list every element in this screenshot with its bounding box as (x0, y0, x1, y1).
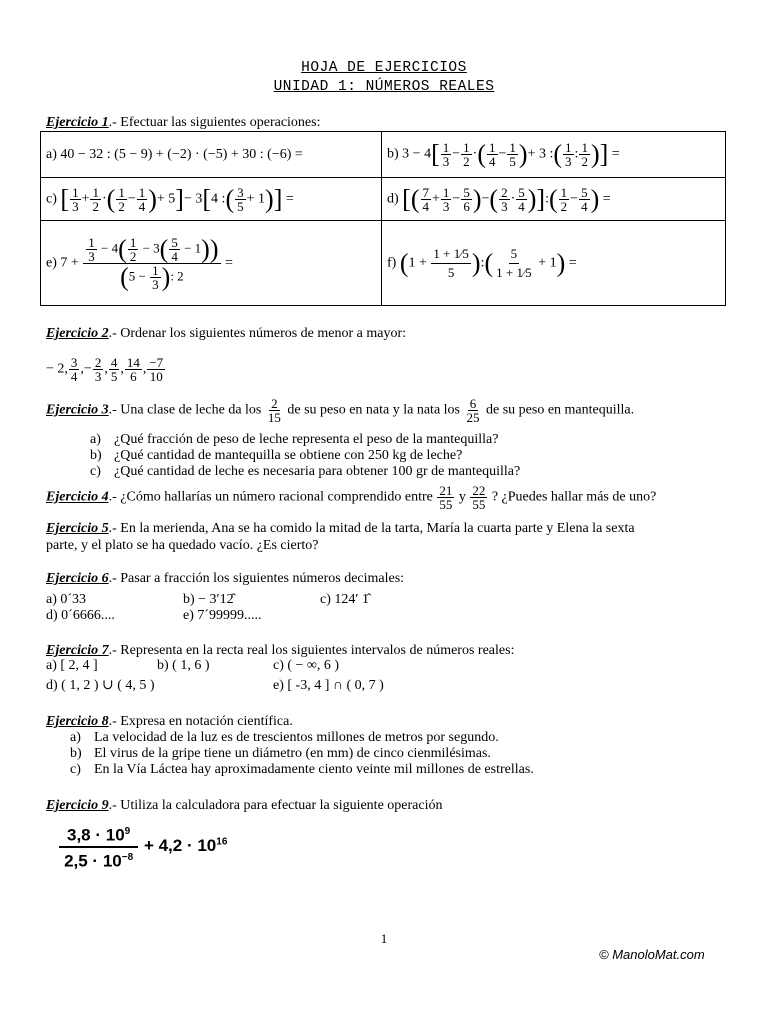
list-item: c) En la Vía Láctea hay aproximadamente ciento veinte mil millones de estrellas. (70, 762, 534, 777)
decimal-b: b) − 3′12̂ (183, 592, 234, 607)
interval-b: b) ( 1, 6 ) (157, 658, 210, 673)
page-number: 1 (380, 931, 388, 946)
decimal-c: c) 124′ 1̂ (320, 592, 369, 607)
list-item: c) ¿Qué cantidad de leche es necesaria para obtener 100 gr de mantequilla? (90, 464, 521, 479)
list-item: a) La velocidad de la luz es de trescientos millones de metros por segundo. (70, 730, 499, 745)
decimal-d: d) 0´6666.... (46, 608, 115, 623)
copyright: © ManoloMat.com (599, 947, 705, 962)
op-c: c) [ $\frac{1}{3}$ + $\frac{1}{2}$ ·( $\frac{1}{2}$ − $\frac{1}{4}$ )+ 5]− 3[4 :( $\frac{3}{5}$ + 1)] = (41, 178, 382, 221)
exercise-7-statement: Ejercicio 7.- Representa en la recta real los siguientes intervalos de números reales: (46, 643, 515, 658)
op-d: d) [( $\frac{7}{4}$ + $\frac{1}{3}$ − $\frac{5}{6}$ )−( $\frac{2}{3}$ · $\frac{5}{4}$ )]:( $\frac{1}{2}$ − $\frac{5}{4}$ ) = (382, 178, 726, 221)
interval-e: e) [ -3, 4 ] ∩ ( 0, 7 ) (273, 678, 384, 693)
exercise-5-statement: Ejercicio 5.- En la merienda, Ana se ha comido la mitad de la tarta, María la cuarta parte y Elena la sexta parte, y el plato se ha quedado vacío. ¿Es cierto? (46, 521, 635, 553)
list-item: b) El virus de la gripe tiene un diámetro (en mm) de cinco cienmilésimas. (70, 746, 491, 761)
exercise-2-statement: Ejercicio 2.- Ordenar los siguientes números de menor a mayor: (46, 326, 407, 341)
sheet-title: HOJA DE EJERCICIOS (301, 60, 467, 76)
exercise-8-statement: Ejercicio 8.- Expresa en notación científica. (46, 714, 293, 729)
operations-table (40, 131, 726, 306)
op-b: b) 3 − 4[ $\frac{1}{3}$ − $\frac{1}{2}$ ·( $\frac{1}{4}$ − $\frac{1}{5}$ )+ 3 :( $\frac{1}{3}$ : $\frac{1}{2}$ )] = (382, 132, 726, 178)
exercise-3-items (90, 432, 520, 480)
list-item: a) ¿Qué fracción de peso de leche representa el peso de la mantequilla? (90, 432, 499, 447)
interval-d: d) ( 1, 2 ) ∪ ( 4, 5 ) (46, 678, 155, 693)
interval-c: c) ( − ∞, 6 ) (273, 658, 340, 673)
unit-title: UNIDAD 1: NÚMEROS REALES (273, 79, 495, 95)
numbers-list: − 2, $\frac{3}{4}$ ,− $\frac{2}{3}$ , $\frac{4}{5}$ , $\frac{14}{6}$ , $\frac{-7}{10}$ (46, 355, 164, 384)
exercise-4-statement: Ejercicio 4.- ¿Cómo hallarías un número racional comprendido entre $\frac{21}{55}$ y $\frac{22}{55}$ ? ¿Puedes hallar más de uno? (46, 483, 657, 512)
exercise-9-statement: Ejercicio 9.- Utiliza la calculadora para efectuar la siguiente operación (46, 798, 443, 813)
op-f: f) (1 + $\frac{1 + 1⁄5}{5}$ ):( $\frac{5}{1 + 1⁄5}$ + 1) = (382, 221, 726, 306)
decimal-a: a) 0´33 (46, 592, 87, 607)
list-item: b) ¿Qué cantidad de mantequilla se obtiene con 250 kg de leche? (90, 448, 463, 463)
exercise-3-statement: Ejercicio 3.- Una clase de leche da los $\frac{2}{15}$ de su peso en nata y la nata los $\frac{6}{25}$ de su peso en mantequilla. (46, 396, 635, 425)
calculator-operation: $\frac{3,8 \cdot 10^9}{2,5 \cdot 10^{-8}}$ + $4,2 \cdot 10^{16}$ (58, 822, 227, 871)
exercise-6-statement: Ejercicio 6.- Pasar a fracción los siguientes números decimales: (46, 571, 405, 586)
interval-a: a) [ 2, 4 ] (46, 658, 98, 673)
exercise-1-statement: Ejercicio 1.- Efectuar las siguientes operaciones: (46, 115, 321, 130)
op-a: a) 40 − 32 : (5 − 9) + (−2) · (−5) + 30 : (−6) = (41, 132, 382, 178)
exercise-8-items (70, 730, 534, 778)
decimal-e: e) 7´99999..... (183, 608, 262, 623)
op-e: e) 7 + $\frac{1}{3}$ − 4( $\frac{1}{2}$ − 3( $\frac{5}{4}$ − 1)) (5 − $\frac{1}{3}$ ): 2 = (41, 221, 382, 306)
